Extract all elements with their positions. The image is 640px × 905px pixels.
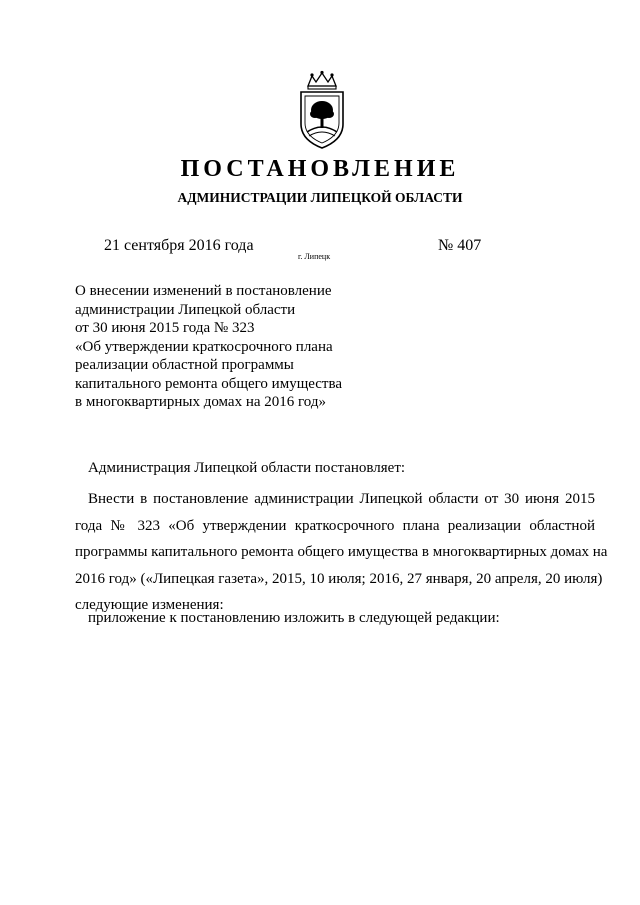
paragraph-line: Внести в постановление администрации Липецкой области от 30 июня 2015 bbox=[88, 491, 595, 507]
document-city: г. Липецк bbox=[298, 252, 331, 261]
subject-line: капитального ремонта общего имущества bbox=[75, 375, 343, 392]
document-number: № 407 bbox=[438, 237, 482, 254]
paragraph-line: 2016 год» («Липецкая газета», 2015, 10 июля; 2016, 27 января, 20 апреля, 20 июля) bbox=[75, 570, 603, 587]
subject-line: реализации областной программы bbox=[75, 357, 294, 373]
document-subject bbox=[75, 282, 343, 412]
subject-line: от 30 июня 2015 года № 323 bbox=[75, 320, 255, 336]
paragraph-line: года № 323 «Об утверждении краткосрочного плана реализации областной bbox=[75, 517, 595, 534]
document-title: ПОСТАНОВЛЕНИЕ bbox=[180, 156, 460, 182]
subject-line: администрации Липецкой области bbox=[75, 301, 296, 318]
subject-line: О внесении изменений в постановление bbox=[75, 283, 332, 299]
document-subtitle: АДМИНИСТРАЦИИ ЛИПЕЦКОЙ ОБЛАСТИ bbox=[177, 190, 463, 205]
subject-line: «Об утверждении краткосрочного плана bbox=[75, 338, 333, 355]
body-paragraph bbox=[75, 486, 608, 619]
paragraph-line: следующие изменения: bbox=[75, 597, 224, 613]
document-date: 21 сентября 2016 года bbox=[104, 237, 254, 254]
paragraph-line: программы капитального ремонта общего имущества в многоквартирных домах на bbox=[75, 544, 608, 560]
decree-intro: Администрация Липецкой области постановляет: bbox=[88, 460, 406, 476]
appendix-instruction: приложение к постановлению изложить в следующей редакции: bbox=[88, 610, 500, 626]
coat-of-arms-icon bbox=[296, 70, 348, 152]
subject-line: в многоквартирных домах на 2016 год» bbox=[75, 394, 327, 410]
